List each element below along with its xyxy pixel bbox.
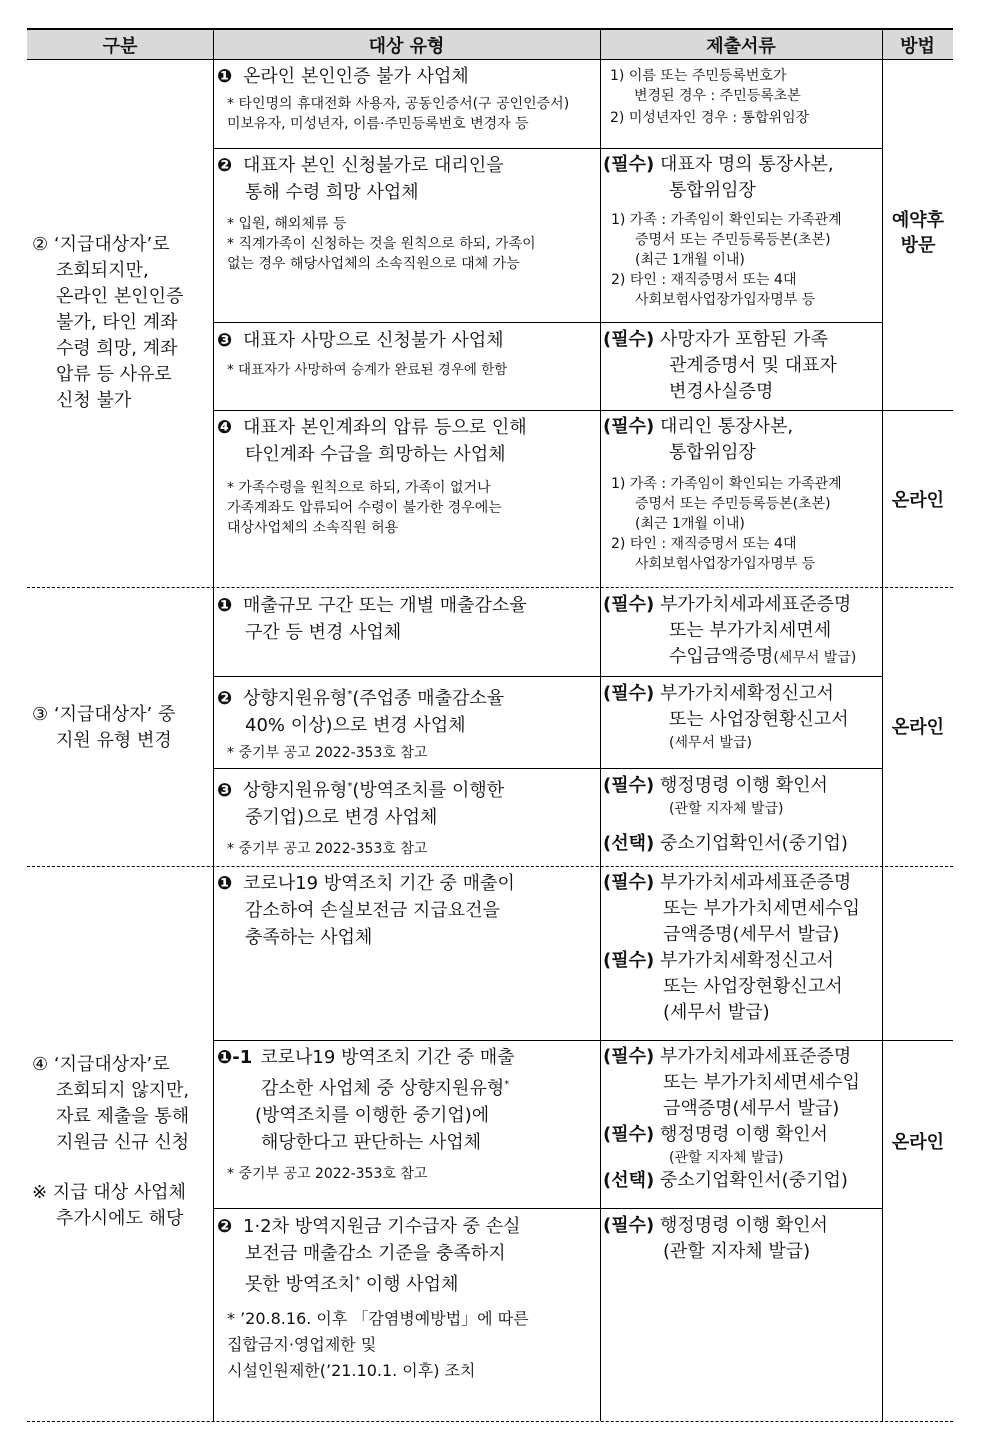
required-tag: (필수)	[603, 1046, 655, 1067]
required-tag: (필수)	[603, 594, 655, 615]
item-note: 대상사업체의 소속직원 허용	[227, 520, 399, 536]
item-number: ❶	[217, 873, 233, 894]
header-target-type	[213, 30, 600, 60]
item-title: 통해 수령 희망 사업체	[245, 182, 419, 203]
category-section-4	[28, 1052, 212, 1232]
doc-sub-line: (최근 1개월 이내)	[635, 252, 745, 268]
category-line: 자료 제출을 통해	[56, 1106, 190, 1127]
item-number: ❸	[217, 330, 233, 351]
row-divider	[213, 148, 882, 149]
item-title: 대표자 사망으로 신청불가 사업체	[243, 330, 504, 351]
item-note: * 입원, 해외체류 등	[227, 216, 347, 232]
category-line: 수령 희망, 계좌	[56, 338, 178, 359]
header-target-type-label: 대상 유형	[368, 35, 445, 57]
required-tag: (필수)	[603, 154, 655, 175]
optional-tag: (선택)	[603, 833, 655, 854]
header-category	[27, 30, 213, 60]
row-divider	[213, 1208, 882, 1209]
doc-line: 관계증명서 및 대표자	[669, 355, 837, 376]
doc-line: 변경된 경우 : 주민등록초본	[634, 88, 801, 104]
docs-upgrade-quarantine	[603, 773, 881, 857]
doc-line: 또는 사업장현황신고서	[669, 709, 849, 730]
item-title: (주업종 매출감소율	[352, 688, 505, 709]
doc-line: 행정명령 이행 확인서	[659, 1124, 828, 1145]
doc-line: 중소기업확인서(중기업)	[659, 1170, 848, 1191]
doc-line-small: (관할 지자체 발급)	[669, 801, 784, 817]
item-number: ❶-1	[217, 1047, 253, 1068]
doc-line: (관할 지자체 발급)	[663, 1241, 811, 1262]
target-item-upgrade-revenue	[217, 681, 597, 763]
doc-line: 통합위임장	[669, 180, 756, 201]
item-title: 코로나19 방역조치 기간 중 매출이	[243, 873, 515, 894]
item-note: 집합금지·영업제한 및	[227, 1335, 377, 1354]
item-note: * ’20.8.16. 이후 「감염병예방법」에 따른	[227, 1309, 529, 1328]
item-title: 해당한다고 판단하는 사업체	[261, 1132, 482, 1153]
item-title: 감소한 사업체 중 상향지원유형	[261, 1078, 505, 1099]
target-item-revenue-change	[217, 592, 597, 646]
item-number: ❷	[217, 1216, 233, 1237]
category-line: 신청 불가	[56, 390, 132, 411]
doc-line: 2) 미성년자인 경우 : 통합위임장	[610, 110, 810, 126]
doc-line: 부가가치세과세표준증명	[659, 872, 852, 893]
col-divider	[213, 30, 214, 1421]
row-divider	[213, 322, 600, 323]
item-title: 감소하여 손실보전금 지급요건을	[245, 900, 500, 921]
required-tag: (필수)	[603, 683, 655, 704]
doc-sub-line: 2) 타인 : 재직증명서 또는 4대	[611, 272, 797, 288]
footnote-mark: *	[347, 689, 353, 700]
item-note: 가족계좌도 압류되어 수령이 불가한 경우에는	[227, 500, 502, 516]
doc-sub-line: 사회보험사업장가입자명부 등	[635, 292, 816, 308]
row-divider	[213, 676, 882, 677]
footnote-mark: *	[347, 781, 353, 792]
doc-line: 부가가치세과세표준증명	[659, 594, 852, 615]
row-divider	[213, 410, 953, 411]
method-label: 온라인	[891, 1132, 945, 1153]
item-title: 40% 이상)으로 변경 사업체	[245, 715, 466, 736]
doc-line: 수입금액증명	[669, 646, 774, 667]
item-title: 상향지원유형	[243, 780, 348, 801]
doc-line: 또는 부가가치세면세수입	[663, 1072, 860, 1093]
target-item-online-auth	[217, 63, 597, 134]
target-item-proxy	[217, 152, 597, 274]
docs-covid-upgrade	[603, 1044, 881, 1194]
doc-sub-line: 1) 가족 : 가족임이 확인되는 가족관계	[611, 476, 842, 492]
item-title: 충족하는 사업체	[245, 927, 373, 948]
footnote-mark: *	[504, 1079, 510, 1090]
docs-deceased	[603, 327, 881, 405]
item-title: 타인계좌 수급을 희망하는 사업체	[245, 444, 506, 465]
docs-proxy	[603, 152, 881, 310]
category-line: 불가, 타인 계좌	[56, 312, 178, 333]
doc-line: (세무서 발급)	[663, 1002, 770, 1023]
target-item-prior-recipient	[217, 1213, 597, 1384]
item-note: * 타인명의 휴대전화 사용자, 공동인증서(구 공인인증서)	[227, 96, 570, 112]
item-note: * 대표자가 사망하여 승계가 완료된 경우에 한함	[227, 362, 508, 378]
item-title: 온라인 본인인증 불가 사업체	[243, 66, 469, 87]
method-label: 방문	[900, 235, 936, 256]
doc-line: 통합위임장	[669, 442, 756, 463]
doc-line: 행정명령 이행 확인서	[659, 1215, 828, 1236]
item-title: 못한 방역조치	[245, 1274, 356, 1295]
item-note: * 중기부 공고 2022-353호 참고	[227, 745, 428, 761]
doc-line: 1) 이름 또는 주민등록번호가	[610, 68, 787, 84]
item-title: 매출규모 구간 또는 개별 매출감소율	[243, 595, 527, 616]
docs-seized-account	[603, 414, 881, 574]
item-note: 없는 경우 해당사업체의 소속직원으로 대체 가능	[227, 256, 520, 272]
category-section-3	[28, 702, 212, 754]
doc-line-small: (세무서 발급)	[669, 735, 752, 751]
header-method	[882, 30, 953, 60]
required-tag: (필수)	[603, 416, 655, 437]
doc-line: 사망자가 포함된 가족	[659, 329, 828, 350]
item-number: ❷	[217, 155, 233, 176]
doc-line: 중소기업확인서(중기업)	[659, 833, 848, 854]
item-title: 코로나19 방역조치 기간 중 매출	[260, 1047, 515, 1068]
category-line: 압류 등 사유로	[56, 364, 172, 385]
item-number: ❶	[217, 66, 233, 87]
item-title: (방역조치를 이행한	[352, 780, 505, 801]
docs-covid-revenue-drop	[603, 870, 881, 1026]
item-note: * 중기부 공고 2022-353호 참고	[227, 1166, 428, 1182]
item-number: ❸	[217, 780, 233, 801]
footnote-mark: *	[355, 1275, 361, 1286]
item-note: * 중기부 공고 2022-353호 참고	[227, 841, 428, 857]
required-tag: (필수)	[603, 872, 655, 893]
col-divider	[600, 30, 601, 1421]
doc-line: 또는 부가가치세면세	[669, 620, 832, 641]
table-bottom-rule	[27, 1421, 953, 1422]
doc-line: 변경사실증명	[669, 381, 774, 402]
category-line: 조회되지만,	[56, 260, 149, 281]
header-method-label: 방법	[900, 35, 935, 57]
method-label: 예약후	[891, 210, 945, 231]
item-title: (방역조치를 이행한 중기업)에	[255, 1105, 490, 1126]
required-tag: (필수)	[603, 1215, 655, 1236]
header-documents-label: 제출서류	[706, 35, 776, 57]
doc-line: 금액증명(세무서 발급)	[663, 924, 840, 945]
item-title: 보전금 매출감소 기준을 충족하지	[245, 1243, 506, 1264]
doc-sub-line: 증명서 또는 주민등록등본(초본)	[635, 232, 831, 248]
doc-sub-line: 사회보험사업장가입자명부 등	[635, 556, 816, 572]
doc-line: 대표자 명의 통장사본,	[659, 154, 834, 175]
category-line: ② ‘지급대상자’로	[32, 234, 170, 255]
item-note: * 가족수령을 원칙으로 하되, 가족이 없거나	[227, 480, 491, 496]
docs-revenue-change	[603, 592, 881, 670]
doc-line: 또는 부가가치세면세수입	[663, 898, 860, 919]
header-documents	[600, 30, 882, 60]
doc-line: 부가가치세확정신고서	[659, 683, 834, 704]
doc-line-small: (세무서 발급)	[773, 650, 857, 666]
category-line: ③ ‘지급대상자’ 중	[32, 704, 176, 725]
category-section-2	[28, 232, 212, 414]
item-note: 미보유자, 미성년자, 이름·주민등록번호 변경자 등	[227, 116, 529, 132]
row-divider	[213, 1040, 953, 1041]
doc-sub-line: 2) 타인 : 재직증명서 또는 4대	[611, 536, 797, 552]
category-line: 온라인 본인인증	[56, 286, 184, 307]
method-online-b	[883, 715, 953, 740]
category-line: ④ ‘지급대상자’로	[32, 1054, 170, 1075]
category-line: 지원 유형 변경	[56, 730, 172, 751]
header-category-label: 구분	[102, 35, 138, 57]
category-note: 추가시에도 해당	[56, 1208, 184, 1229]
item-title: 상향지원유형	[243, 688, 348, 709]
optional-tag: (선택)	[603, 1170, 655, 1191]
method-online-a	[883, 488, 953, 513]
row-divider	[213, 768, 882, 769]
row-divider	[600, 322, 882, 323]
required-tag: (필수)	[603, 1124, 655, 1145]
target-item-covid-upgrade	[217, 1044, 599, 1184]
doc-line: 또는 사업장현황신고서	[663, 976, 843, 997]
doc-sub-line: 증명서 또는 주민등록등본(초본)	[635, 496, 831, 512]
doc-line: 부가가치세과세표준증명	[659, 1046, 852, 1067]
docs-upgrade-revenue	[603, 681, 881, 753]
doc-line: 부가가치세확정신고서	[659, 950, 834, 971]
item-number: ❷	[217, 688, 233, 709]
item-title: 이행 사업체	[365, 1274, 459, 1295]
category-line: 조회되지 않지만,	[56, 1080, 190, 1101]
method-label: 온라인	[891, 490, 945, 511]
category-line: 지원금 신규 신청	[56, 1132, 190, 1153]
method-online-c	[883, 1130, 953, 1155]
required-tag: (필수)	[603, 329, 655, 350]
section-separator	[27, 587, 953, 588]
item-title: 구간 등 변경 사업체	[245, 622, 402, 643]
doc-sub-line: (최근 1개월 이내)	[635, 516, 745, 532]
item-note: * 직계가족이 신청하는 것을 원칙으로 하되, 가족이	[227, 236, 536, 252]
target-item-deceased	[217, 327, 597, 380]
target-item-seized-account	[217, 414, 597, 538]
item-number: ❶	[217, 595, 233, 616]
item-title: 대표자 본인 신청불가로 대리인을	[243, 155, 504, 176]
doc-line: 금액증명(세무서 발급)	[663, 1098, 840, 1119]
category-note: ※ 지급 대상 사업체	[32, 1182, 186, 1203]
required-tag: (필수)	[603, 950, 655, 971]
docs-online-auth	[610, 66, 880, 128]
doc-sub-line: 1) 가족 : 가족임이 확인되는 가족관계	[611, 212, 842, 228]
method-label: 온라인	[891, 717, 945, 738]
doc-line: 대리인 통장사본,	[659, 416, 794, 437]
item-number: ❹	[217, 417, 233, 438]
doc-line: 행정명령 이행 확인서	[659, 775, 828, 796]
item-title: 대표자 본인계좌의 압류 등으로 인해	[243, 417, 527, 438]
section-separator	[27, 866, 953, 867]
item-title: 1·2차 방역지원금 기수급자 중 손실	[243, 1216, 521, 1237]
docs-prior-recipient	[603, 1213, 881, 1265]
target-item-upgrade-quarantine	[217, 773, 597, 859]
item-title: 중기업)으로 변경 사업체	[245, 807, 438, 828]
doc-line-small: (관할 지자체 발급)	[669, 1150, 784, 1166]
target-item-covid-revenue-drop	[217, 870, 597, 951]
required-tag: (필수)	[603, 775, 655, 796]
item-note: 시설인원제한(’21.10.1. 이후) 조치	[227, 1361, 476, 1380]
method-reservation-visit	[883, 208, 953, 258]
